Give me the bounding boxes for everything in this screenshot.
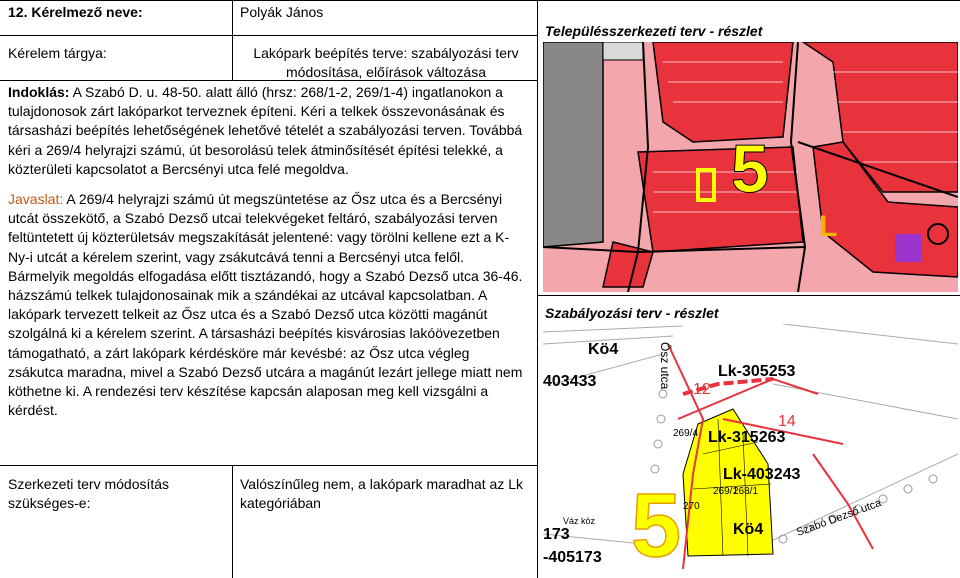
proposal-label: Javaslat: (8, 191, 64, 207)
table-row1-divider (0, 35, 537, 36)
label-lk305253: Lk-305253 (718, 363, 796, 380)
label-405173: -405173 (543, 549, 602, 566)
label-lk403243: Lk-403243 (723, 466, 801, 483)
regulation-zone-5: 5 (631, 476, 682, 576)
label-403433: 403433 (543, 373, 597, 390)
map-divider (537, 295, 960, 296)
label-14: 14 (778, 413, 796, 430)
request-number-label: 12. Kérelmező neve: (8, 4, 143, 20)
label-ko4-bottom: Kö4 (733, 521, 764, 538)
request-subject-value: Lakópark beépítés terve: szabályozási terv módosítása, előírások változása (253, 45, 519, 80)
regulation-map (543, 324, 958, 578)
request-subject-label: Kérelem tárgya: (8, 45, 107, 61)
table-row3-divider (0, 465, 537, 466)
label-2681: 268/1 (733, 486, 759, 497)
label-2694: 269/4 (673, 428, 699, 439)
structure-zone-5: 5 (731, 131, 769, 207)
proposal-paragraph (8, 190, 528, 420)
structure-map (543, 42, 958, 292)
label-street-szabo: Szabó Dezső utca (794, 497, 883, 539)
proposal-text: A 269/4 helyrajzi számú út megszüntetése az Ősz utca és a Bercsényi utcát összekötő, a Szabó Dezső utcai telekvégeket feltáró, szabályozási terven feltüntetett új közterületsáv megszakítását jelentené: vagy törölni kellene ezt a K-Ny-i utcát a kérelem szerint, vagy zsákutcává tenni a Bercsényi utca felől. Bármelyik megoldás elfogadása előtt tisztázandó, hogy a Szabó Dezső utca 36-46. házszámú telkek tulajdonosainak mik a szándékai az utcával kapcsolatban. A lakópark tervezett telkeit az Ősz utca és a Szabó Dezső utca közötti magánút szolgálná ki a kérelem szerint. A társasházi beépítés kisvárosias lakóövezetben támogatható, a zárt lakópark kérdésköre már kevésbé: az Ősz utca végleg zsákutca maradna, mivel a Szabó Dezső utcára a magánút lezárt jellege miatt nem köthetne ki. A rendezési terv készítése kapcsán alaposan meg kell vizsgálni a kérdést. (8, 191, 523, 419)
reasoning-text: A Szabó D. u. 48-50. alatt álló (hrsz: 268/1-2, 269/1-4) ingatlanokon a tulajdonosok zárt lakóparkot terveznek építeni. Kéri a telkek összevonásának és társasházi beépítés lehetőségének lehetővé tételét a szabályozási terven. Továbbá kéri a 269/4 helyrajzi számú, út besorolású telek átminősítését építési telekké, a közterületi kapcsolatot a Bercsényi utca felé megoldva. (8, 84, 523, 177)
label-2691: 269/1 (713, 486, 739, 497)
structure-change-value: Valószínűleg nem, a lakópark maradhat az Lk kategóriában (240, 476, 524, 511)
label-vaz: Váz köz (563, 516, 596, 526)
structure-map-title: Településszerkezeti terv - részlet (545, 23, 763, 39)
label-173: 173 (543, 526, 570, 543)
label-270: 270 (683, 501, 700, 512)
table-col-divider (232, 0, 233, 80)
label-lk315263: Lk-315263 (708, 429, 786, 446)
applicant-name: Polyák János (240, 4, 324, 20)
table-border-top (0, 0, 960, 1)
reasoning-paragraph (8, 83, 528, 179)
structure-map-graphic (543, 42, 958, 292)
structure-zone-l: L (819, 210, 838, 243)
regulation-map-title: Szabályozási terv - részlet (545, 305, 719, 321)
label-street-osz: Ősz utca (658, 342, 672, 390)
table-map-divider (537, 0, 538, 578)
label-ko4-top: Kö4 (588, 341, 619, 358)
label-12: 12 (693, 381, 711, 398)
regulation-map-graphic (543, 324, 958, 578)
structure-change-label: Szerkezeti terv módosítás szükséges-e: (8, 476, 170, 511)
table-col-divider-bottom (232, 465, 233, 578)
reasoning-label: Indoklás: (8, 84, 70, 100)
